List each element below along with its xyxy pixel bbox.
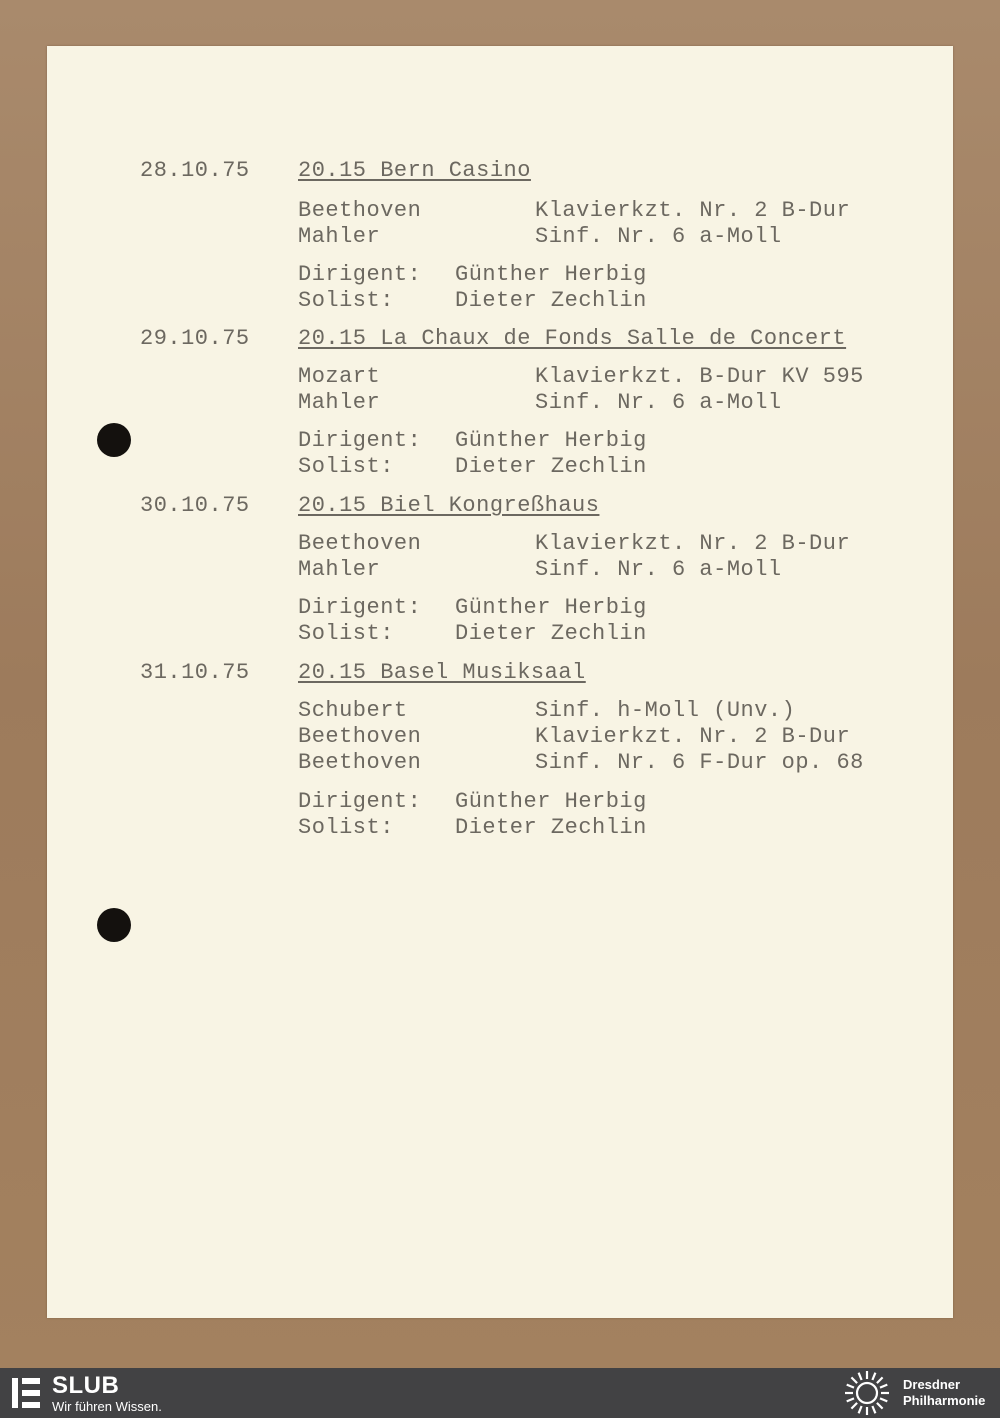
performer-name: Dieter Zechlin	[455, 454, 647, 479]
composer: Beethoven	[298, 750, 422, 775]
performer-name: Dieter Zechlin	[455, 288, 647, 313]
performer-name: Dieter Zechlin	[455, 815, 647, 840]
work-title: Sinf. h-Moll (Unv.)	[535, 698, 796, 723]
slub-tagline: Wir führen Wissen.	[52, 1399, 162, 1414]
composer: Mahler	[298, 557, 381, 582]
performer-role: Solist:	[298, 815, 394, 840]
performer-role: Solist:	[298, 454, 394, 479]
performer-name: Günther Herbig	[455, 595, 647, 620]
performer-name: Günther Herbig	[455, 789, 647, 814]
performer-role: Solist:	[298, 288, 394, 313]
work-title: Klavierkzt. B-Dur KV 595	[535, 364, 864, 389]
composer: Beethoven	[298, 531, 422, 556]
composer: Mahler	[298, 390, 381, 415]
composer: Mozart	[298, 364, 381, 389]
work-title: Klavierkzt. Nr. 2 B-Dur	[535, 724, 851, 749]
work-title: Sinf. Nr. 6 a-Moll	[535, 224, 782, 249]
slub-name[interactable]: SLUB	[52, 1372, 120, 1399]
composer: Schubert	[298, 698, 408, 723]
composer: Beethoven	[298, 198, 422, 223]
concert-heading: 20.15 La Chaux de Fonds Salle de Concert	[298, 326, 847, 351]
footer-bar	[0, 1368, 1000, 1418]
performer-role: Solist:	[298, 621, 394, 646]
work-title: Klavierkzt. Nr. 2 B-Dur	[535, 531, 851, 556]
concert-date: 31.10.75	[140, 660, 250, 685]
performer-role: Dirigent:	[298, 789, 422, 814]
performer-role: Dirigent:	[298, 262, 422, 287]
concert-heading: 20.15 Bern Casino	[298, 158, 531, 183]
work-title: Sinf. Nr. 6 F-Dur op. 68	[535, 750, 864, 775]
performer-name: Günther Herbig	[455, 428, 647, 453]
philharmonie-name-line1[interactable]: Dresdner	[903, 1377, 961, 1392]
philharmonie-name-line2[interactable]: Philharmonie	[903, 1393, 986, 1408]
concert-date: 30.10.75	[140, 493, 250, 518]
slub-logo-icon[interactable]	[12, 1378, 40, 1408]
performer-name: Günther Herbig	[455, 262, 647, 287]
performer-role: Dirigent:	[298, 428, 422, 453]
concert-heading: 20.15 Basel Musiksaal	[298, 660, 586, 685]
concert-heading: 20.15 Biel Kongreßhaus	[298, 493, 600, 518]
composer: Mahler	[298, 224, 381, 249]
concert-date: 29.10.75	[140, 326, 250, 351]
work-title: Sinf. Nr. 6 a-Moll	[535, 557, 782, 582]
sunburst-logo-icon[interactable]	[843, 1369, 891, 1417]
work-title: Sinf. Nr. 6 a-Moll	[535, 390, 782, 415]
performer-name: Dieter Zechlin	[455, 621, 647, 646]
concert-date: 28.10.75	[140, 158, 250, 183]
work-title: Klavierkzt. Nr. 2 B-Dur	[535, 198, 851, 223]
punch-hole	[97, 908, 131, 942]
punch-hole	[97, 423, 131, 457]
composer: Beethoven	[298, 724, 422, 749]
performer-role: Dirigent:	[298, 595, 422, 620]
